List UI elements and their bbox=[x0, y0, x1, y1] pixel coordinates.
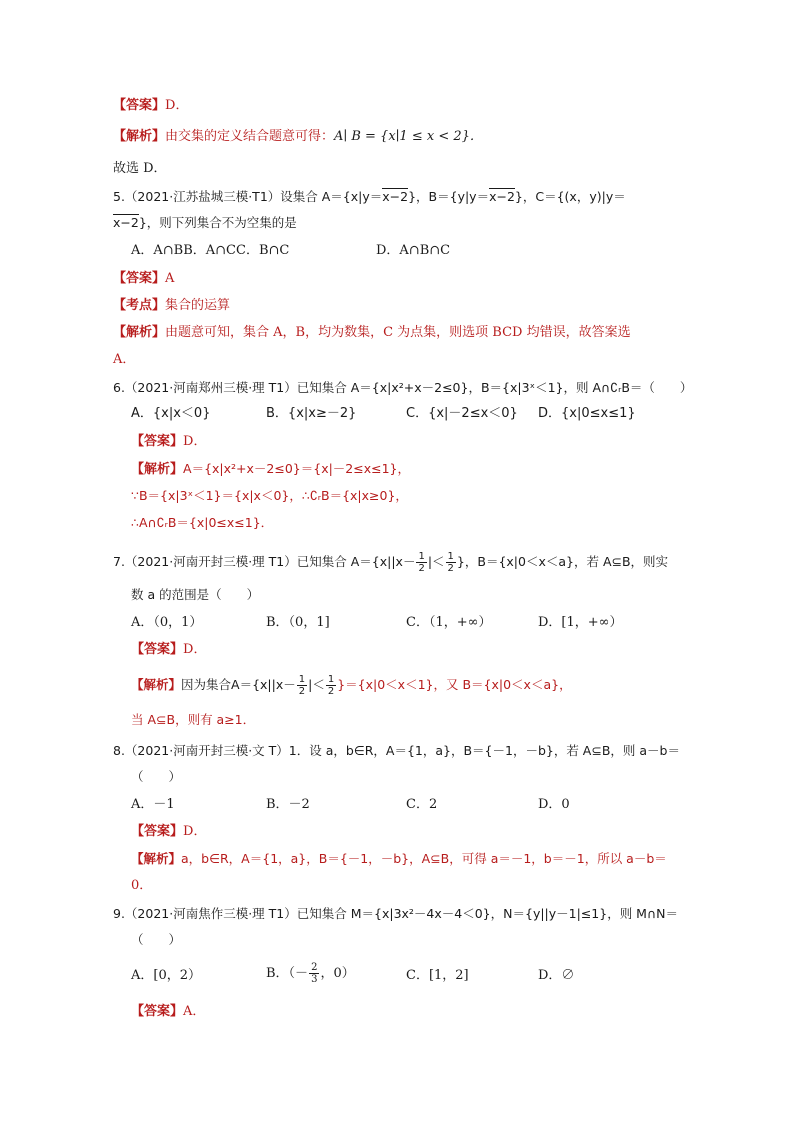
question-9-option-a: A．[0，2） bbox=[131, 968, 202, 983]
fraction: $\frac{1}{2}$ bbox=[298, 674, 306, 697]
question-9-option-c: C．[1，2] bbox=[406, 968, 469, 983]
question-8-analysis-line2: 0． bbox=[131, 878, 153, 893]
question-5-answer: 【答案】A bbox=[113, 271, 175, 286]
question-8-option-d: D．0 bbox=[538, 797, 570, 812]
question-5-analysis-line2: A． bbox=[113, 352, 136, 367]
conclusion-line: 故选 D． bbox=[113, 161, 167, 176]
question-9-option-d: D．∅ bbox=[538, 968, 575, 983]
question-6-option-d: D．{x|0≤x≤1} bbox=[538, 406, 636, 421]
question-7-analysis: 【解析】因为集合A＝{x||x－ $\frac{1}{2}$ |＜ $\frac{1}{2}$ }＝{x|0＜x＜1}，又 B＝{x|0＜x＜a}， bbox=[131, 674, 572, 697]
question-8-answer: 【答案】D． bbox=[131, 824, 207, 839]
question-7-option-c: C．（1，+∞） bbox=[406, 615, 492, 630]
question-6-option-c: C．{x|－2≤x＜0} bbox=[406, 406, 518, 421]
answer-line: 【答案】D． bbox=[113, 98, 189, 113]
analysis-line: 【解析】由交集的定义结合题意可得：A∣ B = {x∣1 ≤ x < 2}． bbox=[113, 129, 483, 144]
question-9-answer: 【答案】A． bbox=[131, 1004, 206, 1019]
question-5-stem-line2: x−2}，则下列集合不为空集的是 bbox=[113, 215, 297, 230]
question-9-option-b: B．（－ $\frac{2}{3}$ ，0） bbox=[266, 962, 355, 985]
question-6-analysis: 【解析】A＝{x|x²+x－2≤0}＝{x|－2≤x≤1}， bbox=[131, 461, 411, 477]
question-6-analysis-line2: ∵B＝{x|3ˣ＜1}＝{x|x＜0}，∴∁ᵣB＝{x|x≥0}， bbox=[131, 488, 408, 503]
question-6-stem: 6.（2021·河南郑州三模·理 T1）已知集合 A＝{x|x²+x－2≤0}，B＝{x|3ˣ＜1}，则 A∩∁ᵣB＝（ ） bbox=[113, 380, 693, 395]
fraction: $\frac{1}{2}$ bbox=[327, 674, 335, 697]
question-8-analysis: 【解析】a，b∈R，A＝{1，a}，B＝{－1，－b}，A⊆B，可得 a＝－1，b＝－1，所以 a－b＝ bbox=[131, 851, 667, 866]
fraction: $\frac{2}{3}$ bbox=[311, 962, 318, 985]
question-7-stem-line2: 数 a 的范围是（ ） bbox=[131, 587, 260, 602]
question-7-answer: 【答案】D． bbox=[131, 642, 207, 657]
question-6-option-b: B．{x|x≥－2} bbox=[266, 406, 357, 421]
question-8-option-a: A．－1 bbox=[131, 797, 175, 812]
question-7-stem: 7.（2021·河南开封三模·理 T1）已知集合 A＝{x||x－ $\frac{1}{2}$ |＜ $\frac{1}{2}$ }，B＝{x|0＜x＜a}，若 A⊆B，则实 bbox=[113, 551, 669, 574]
question-8-stem: 8.（2021·河南开封三模·文 T）1．设 a，b∈R，A＝{1，a}，B＝{－1，－b}，若 A⊆B，则 a－b＝ bbox=[113, 743, 680, 758]
question-6-answer: 【答案】D． bbox=[131, 434, 207, 449]
question-9-stem: 9.（2021·河南焦作三模·理 T1）已知集合 M＝{x|3x²－4x－4＜0}，N＝{y||y－1|≤1}，则 M∩N＝ bbox=[113, 906, 678, 921]
question-5-stem: 5.（2021·江苏盐城三模·T1）设集合 A＝{x|y＝x−2}，B＝{y|y＝x−2}，C＝{(x，y)|y＝ bbox=[113, 189, 626, 204]
question-7-option-b: B．（0，1] bbox=[266, 615, 330, 630]
question-8-option-c: C．2 bbox=[406, 797, 438, 812]
question-9-stem-line2: （ ） bbox=[131, 932, 182, 947]
question-8-option-b: B．－2 bbox=[266, 797, 310, 812]
question-7-analysis-line2: 当 A⊆B，则有 a≥1． bbox=[131, 712, 256, 727]
question-5-options: A．A∩BB．A∩CC．B∩C bbox=[131, 243, 290, 258]
fraction: $\frac{1}{2}$ bbox=[447, 551, 454, 574]
question-6-analysis-line3: ∴A∩∁ᵣB＝{x|0≤x≤1}． bbox=[131, 515, 274, 530]
question-5-option-d: D．A∩B∩C bbox=[376, 243, 451, 258]
question-5-kaodian: 【考点】集合的运算 bbox=[113, 298, 231, 313]
question-5-analysis: 【解析】由题意可知，集合 A，B，均为数集，C 为点集，则选项 BCD 均错误，故答案选 bbox=[113, 325, 631, 340]
question-7-option-d: D．[1，+∞） bbox=[538, 615, 623, 630]
question-6-option-a: A．{x|x＜0} bbox=[131, 406, 211, 421]
question-8-stem-line2: （ ） bbox=[131, 769, 182, 784]
fraction: $\frac{1}{2}$ bbox=[418, 551, 425, 574]
question-7-option-a: A．（0，1） bbox=[131, 615, 203, 630]
